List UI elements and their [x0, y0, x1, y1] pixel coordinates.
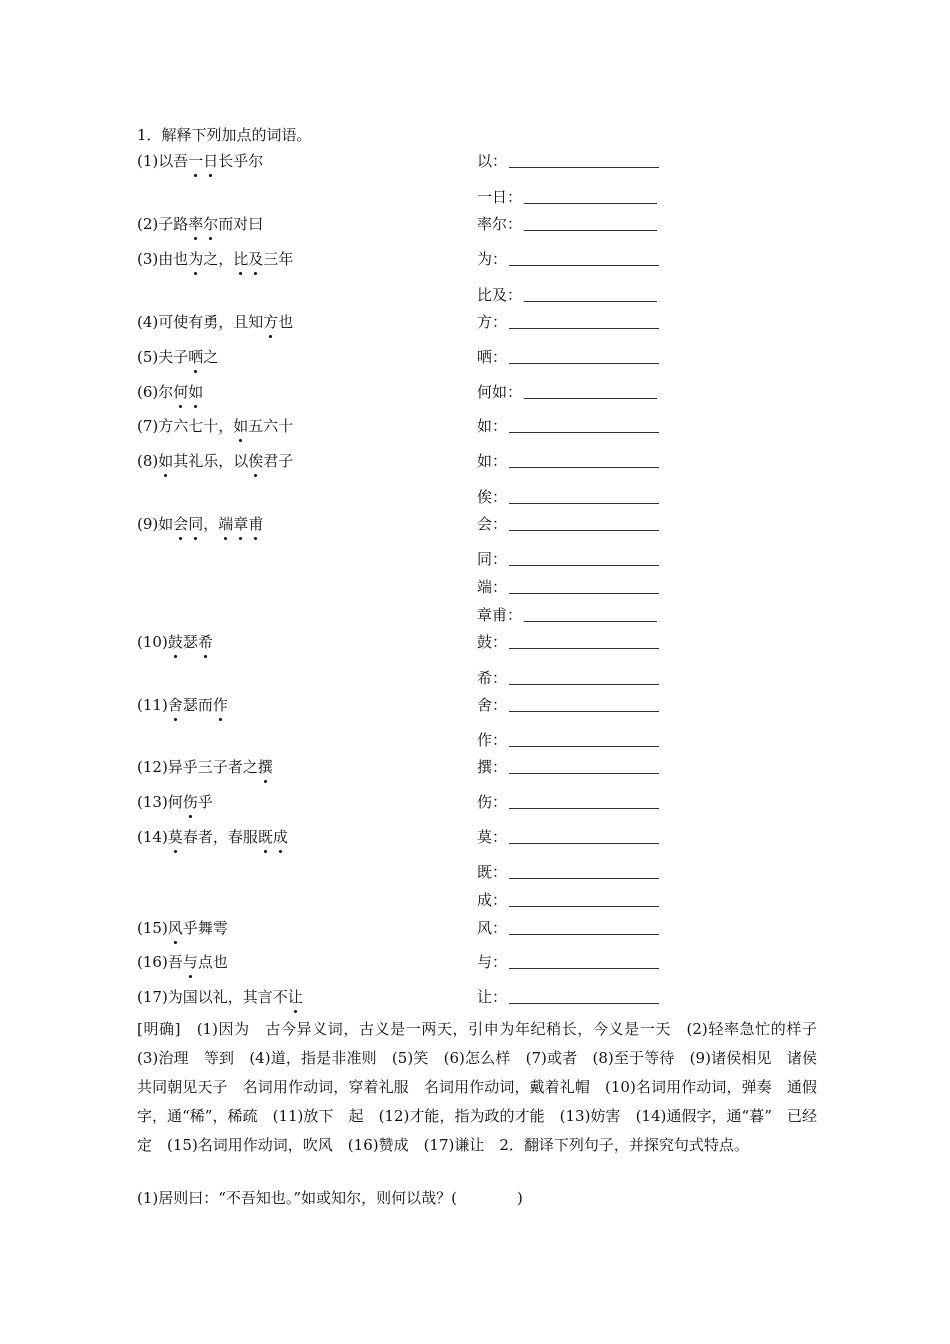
term-label: 同：	[477, 548, 659, 569]
emphasized-character: 希	[197, 633, 213, 651]
answer-blank[interactable]	[509, 731, 659, 747]
emphasized-character: 甫	[248, 515, 264, 533]
answer-blank[interactable]	[509, 578, 659, 594]
term-label: 莫：	[477, 826, 659, 847]
emphasized-character: 伤	[182, 793, 198, 811]
emphasized-character: 日	[203, 152, 219, 170]
emphasized-character: 端	[218, 515, 234, 533]
term-label: 如：	[477, 450, 659, 471]
source-phrase: (11)舍瑟而作	[137, 696, 228, 714]
vocab-row	[137, 311, 667, 337]
emphasized-character: 为	[188, 250, 204, 268]
source-phrase: (12)异乎三子者之撰	[137, 758, 273, 776]
term-label: 率尔：	[477, 213, 657, 234]
term-label: 方：	[477, 311, 659, 332]
answer-blank[interactable]	[509, 452, 659, 468]
vocab-row	[137, 450, 667, 476]
emphasized-character: 风	[167, 919, 183, 937]
answer-blank[interactable]	[509, 488, 659, 504]
term-label: 如：	[477, 415, 659, 436]
emphasized-character: 率	[188, 215, 204, 233]
vocab-row	[137, 951, 667, 977]
source-phrase: (5)夫子哂之	[137, 348, 219, 366]
term-label: 风：	[477, 917, 659, 938]
answer-blank[interactable]	[509, 313, 659, 329]
term-label: 会：	[477, 513, 659, 534]
vocab-row	[137, 631, 667, 657]
exercise-heading: 1．解释下列加点的词语。	[137, 126, 312, 144]
answer-blank[interactable]	[509, 919, 659, 935]
source-phrase: (4)可使有勇，且知方也	[137, 313, 294, 331]
vocab-row	[137, 513, 667, 539]
vocab-row	[137, 548, 667, 574]
answer-blank[interactable]	[509, 515, 659, 531]
answer-blank[interactable]	[509, 152, 659, 168]
vocab-row	[137, 667, 667, 693]
term-label: 撰：	[477, 756, 659, 777]
vocab-row	[137, 346, 667, 372]
emphasized-character: 会	[173, 515, 189, 533]
vocab-row	[137, 861, 667, 887]
emphasized-character: 舍	[167, 696, 183, 714]
emphasized-character: 及	[248, 250, 264, 268]
answer-blank[interactable]	[524, 383, 657, 399]
answer-blank[interactable]	[524, 188, 657, 204]
vocab-row	[137, 186, 667, 212]
emphasized-character: 俟	[248, 452, 264, 470]
term-label: 让：	[477, 986, 659, 1007]
vocab-row	[137, 213, 667, 239]
emphasized-character: 哂	[188, 348, 204, 366]
emphasized-character: 作	[212, 696, 228, 714]
source-phrase: (7)方六七十，如五六十	[137, 417, 294, 435]
emphasized-character: 鼓	[167, 633, 183, 651]
vocab-row	[137, 284, 667, 310]
vocab-row	[137, 986, 667, 1012]
term-label: 俟：	[477, 486, 659, 507]
source-phrase: (8)如其礼乐，以俟君子	[137, 452, 294, 470]
source-phrase: (15)风乎舞雩	[137, 919, 228, 937]
term-label: 为：	[477, 248, 659, 269]
source-phrase: (1)以吾一日长乎尔	[137, 152, 264, 170]
source-phrase: (3)由也为之，比及三年	[137, 250, 294, 268]
answer-blank[interactable]	[509, 250, 659, 266]
term-label: 舍：	[477, 694, 659, 715]
source-phrase: (14)莫春者，春服既成	[137, 828, 288, 846]
emphasized-character: 同	[188, 515, 204, 533]
term-label: 以：	[477, 150, 659, 171]
answer-blank[interactable]	[509, 696, 659, 712]
term-label: 章甫：	[477, 604, 657, 625]
vocab-row	[137, 150, 667, 176]
vocab-row	[137, 381, 667, 407]
term-label: 与：	[477, 951, 659, 972]
vocab-row	[137, 694, 667, 720]
vocab-row	[137, 791, 667, 817]
answer-paragraph: [明确] (1)因为 古今异义词，古义是一两天，引申为年纪稍长，今义是一天 (2)轻率急忙的样子 (3)治理 等到 (4)道，指是非准则 (5)笑 (6)怎么样 (7)或者 (8)至于等待 (9)诸侯相见 诸侯共同朝见天子 名词用作动词，穿着礼服 名词用作动词，戴着礼帽 (10)名词用作动词，弹奏 通假字，通“稀”，稀疏 (11)放下 起 (12)才能，指为政的才能 (13)妨害 (14)通假字，通“暮” 已经 定 (15)名词用作动词，吹风 (16)赞成 (17)谦让 2．翻译下列句子，并探究句式特点。	[137, 1020, 833, 1154]
emphasized-character: 章	[233, 515, 249, 533]
term-label: 鼓：	[477, 631, 659, 652]
answer-blank[interactable]	[509, 417, 659, 433]
term-label: 比及：	[477, 284, 657, 305]
term-label: 成：	[477, 889, 659, 910]
emphasized-character: 让	[287, 988, 303, 1006]
vocab-row	[137, 604, 667, 630]
emphasized-character: 何	[173, 383, 189, 401]
source-phrase: (6)尔何如	[137, 383, 204, 401]
source-phrase: (2)子路率尔而对曰	[137, 215, 264, 233]
vocab-row	[137, 826, 667, 852]
term-label: 端：	[477, 576, 659, 597]
answer-blank[interactable]	[509, 953, 659, 969]
vocab-row	[137, 415, 667, 441]
vocab-row	[137, 248, 667, 274]
term-label: 何如：	[477, 381, 657, 402]
answer-blank[interactable]	[509, 550, 659, 566]
answer-blank[interactable]	[524, 286, 657, 302]
emphasized-character: 既	[257, 828, 273, 846]
emphasized-character: 一	[188, 152, 204, 170]
answer-blank[interactable]	[509, 758, 659, 774]
emphasized-character: 成	[272, 828, 288, 846]
term-label: 伤：	[477, 791, 659, 812]
answer-blank[interactable]	[509, 669, 659, 685]
vocab-row	[137, 486, 667, 512]
term-label: 一日：	[477, 186, 657, 207]
vocab-row	[137, 576, 667, 602]
emphasized-character: 如	[233, 417, 249, 435]
term-label: 作：	[477, 729, 659, 750]
vocab-row	[137, 756, 667, 782]
emphasized-character: 方	[263, 313, 279, 331]
translation-question: (1)居则曰：“不吾知也。”如或知尔，则何以哉？( )	[137, 1189, 523, 1207]
source-phrase: (13)何伤乎	[137, 793, 213, 811]
emphasized-character: 如	[188, 383, 204, 401]
answer-blank[interactable]	[509, 633, 659, 649]
answer-blank[interactable]	[509, 348, 659, 364]
answer-blank[interactable]	[524, 606, 657, 622]
source-phrase: (17)为国以礼，其言不让	[137, 988, 303, 1006]
emphasized-character: 比	[233, 250, 249, 268]
answer-blank[interactable]	[509, 891, 659, 907]
vocab-row	[137, 889, 667, 915]
answer-blank[interactable]	[509, 793, 659, 809]
term-label: 哂：	[477, 346, 659, 367]
emphasized-character: 尔	[203, 215, 219, 233]
vocab-row	[137, 917, 667, 943]
answer-blank[interactable]	[509, 828, 659, 844]
emphasized-character: 撰	[257, 758, 273, 776]
answer-blank[interactable]	[524, 215, 657, 231]
emphasized-character: 与	[182, 953, 198, 971]
answer-blank[interactable]	[509, 863, 659, 879]
emphasized-character: 莫	[167, 828, 183, 846]
vocab-row	[137, 729, 667, 755]
term-label: 希：	[477, 667, 659, 688]
emphasized-character: 如	[158, 452, 174, 470]
source-phrase: (9)如会同，端章甫	[137, 515, 264, 533]
term-label: 既：	[477, 861, 659, 882]
source-phrase: (16)吾与点也	[137, 953, 228, 971]
answer-blank[interactable]	[509, 988, 659, 1004]
source-phrase: (10)鼓瑟希	[137, 633, 213, 651]
